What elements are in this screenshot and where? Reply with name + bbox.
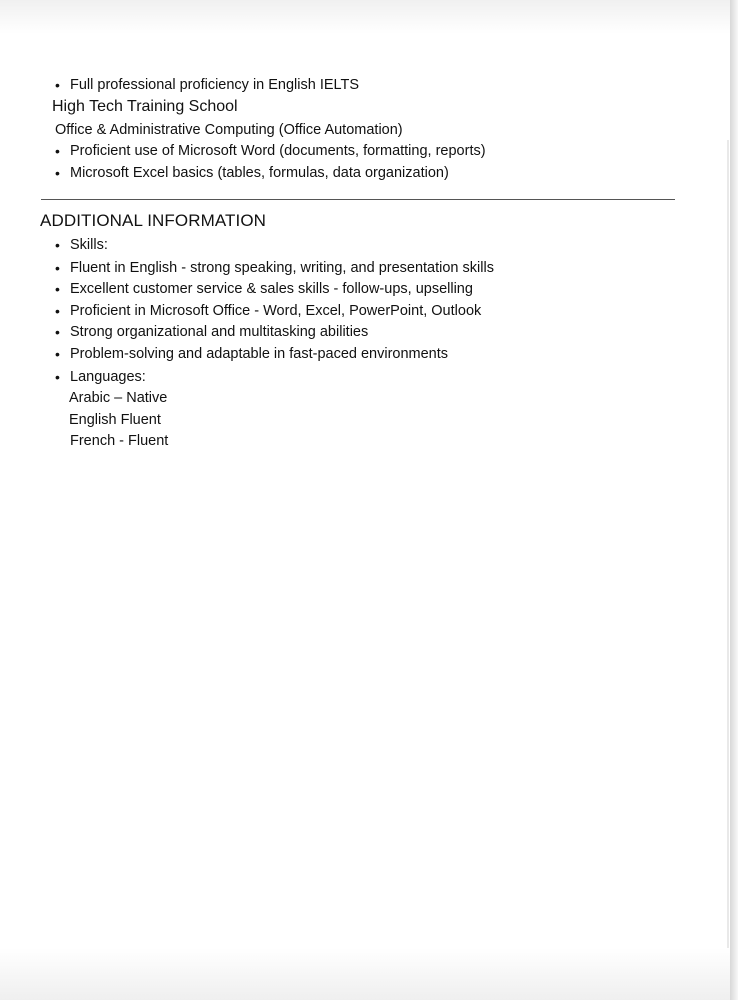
section-divider [41,199,675,200]
page-top-shadow [0,0,730,34]
language-english: English Fluent [69,412,161,428]
bullet-dot: • [55,281,60,297]
education-program: Office & Administrative Computing (Office Automation) [55,122,403,138]
bullet-dot: • [55,303,60,319]
bullet-text: Proficient in Microsoft Office - Word, Excel, PowerPoint, Outlook [70,303,482,319]
bullet-dot: • [55,165,60,181]
bullet-dot: • [55,77,60,93]
bullet-dot: • [55,143,60,159]
education-school-name: High Tech Training School [52,98,238,115]
bullet-dot: • [55,324,60,340]
section-title-additional-information: ADDITIONAL INFORMATION [40,211,267,230]
page-scroll-edge [727,140,729,950]
bullet-dot: • [55,346,60,362]
bullet-text: Microsoft Excel basics (tables, formulas, data organization) [70,165,449,181]
language-french: French - Fluent [70,433,169,449]
bullet-dot: • [55,260,60,276]
bullet-text: Proficient use of Microsoft Word (documents, formatting, reports) [70,143,486,159]
bullet-dot: • [55,369,60,385]
bullet-text: Strong organizational and multitasking abilities [70,324,369,340]
bullet-text: Problem-solving and adaptable in fast-paced environments [70,346,449,362]
bullet-text: Languages: [70,369,146,385]
bullet-text: Full professional proficiency in English IELTS [70,77,360,93]
viewer-right-edge [730,0,738,1000]
language-arabic: Arabic – Native [69,390,168,406]
bullet-text: Fluent in English - strong speaking, writing, and presentation skills [70,260,494,276]
bullet-dot: • [55,237,60,253]
page-bottom-shadow [0,948,730,1000]
bullet-text: Skills: [70,237,108,253]
bullet-text: Excellent customer service & sales skills - follow-ups, upselling [70,281,473,297]
